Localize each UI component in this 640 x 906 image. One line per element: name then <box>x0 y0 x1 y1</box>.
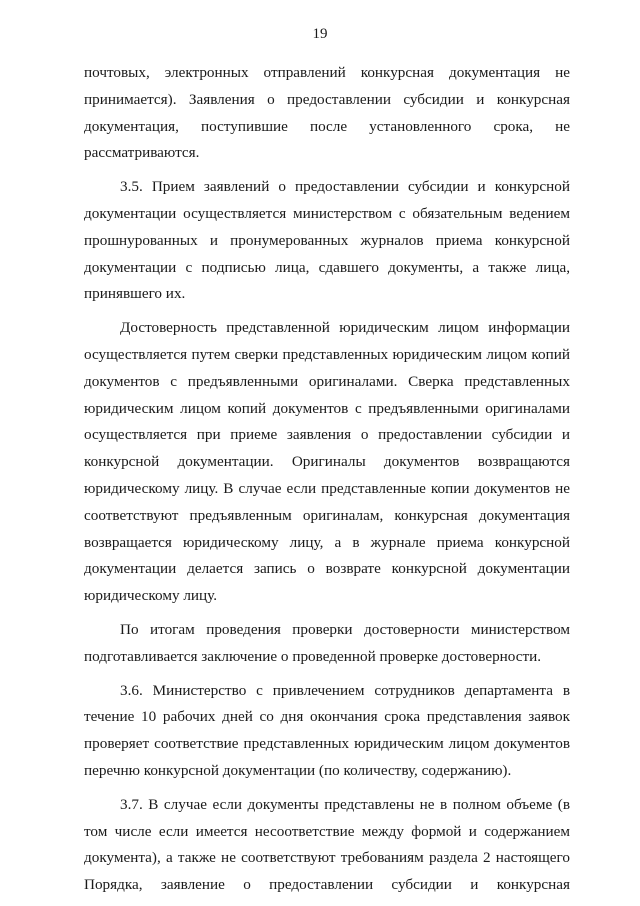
paragraph <box>84 792 570 899</box>
text-line: осуществляется при приеме заявления о предоставлении субсидии и <box>84 426 570 444</box>
text-line: 3.7. В случае если документы представлены не в полном объеме (в <box>120 795 570 813</box>
text-line: подготавливается заключение о проведенной проверке достоверности. <box>84 647 542 665</box>
text-line: перечню конкурсной документации (по количеству, содержанию). <box>84 761 512 779</box>
paragraph <box>84 315 570 610</box>
text-line: Порядка, заявление о предоставлении субсидии и конкурсная <box>84 876 570 894</box>
paragraph <box>84 678 570 785</box>
text-line: течение 10 рабочих дней со дня окончания срока представления заявок <box>84 708 570 726</box>
text-line: том числе если имеется несоответствие между формой и содержанием <box>84 822 570 840</box>
text-line: документации осуществляется министерством с обязательным ведением <box>84 204 570 222</box>
text-line: принявшего их. <box>84 285 186 303</box>
text-line: принимается). Заявления о предоставлении субсидии и конкурсная <box>84 90 570 108</box>
text-line: юридическим лицом копий документов с предъявленными оригиналами <box>84 399 570 417</box>
text-line: возвращается юридическому лицу, а в журнале приема конкурсной <box>84 533 570 551</box>
document-body <box>84 60 570 906</box>
text-line: документации с подписью лица, сдавшего документы, а также лица, <box>84 258 570 276</box>
text-line: рассматриваются. <box>84 144 200 162</box>
text-line: документов с предъявленными оригиналами. Сверка представленных <box>84 372 570 390</box>
paragraph <box>84 174 570 308</box>
page-number: 19 <box>312 26 328 42</box>
text-line: документации делается запись о возврате конкурсной документации <box>84 560 570 578</box>
text-line: почтовых, электронных отправлений конкурсная документация не <box>84 64 570 81</box>
text-line: 3.5. Прием заявлений о предоставлении субсидии и конкурсной <box>120 178 570 196</box>
text-line: Достоверность представленной юридическим лицом информации <box>120 319 570 337</box>
text-line: прошнурованных и пронумерованных журналов приема конкурсной <box>84 231 570 249</box>
text-line: проверяет соответствие представленных юридическим лицом документов <box>84 735 570 753</box>
text-line: конкурсной документации. Оригиналы документов возвращаются <box>84 453 570 471</box>
text-line: юридическому лицу. В случае если представленные копии документов не <box>84 479 570 497</box>
text-line: осуществляется путем сверки представленных юридическим лицом копий <box>84 345 570 363</box>
text-line: соответствуют предъявленным оригиналам, конкурсная документация <box>84 506 570 524</box>
text-line: юридическому лицу. <box>84 587 218 605</box>
text-line: документация, поступившие после установленного срока, не <box>84 117 570 135</box>
paragraph <box>84 617 570 671</box>
text-line: 3.6. Министерство с привлечением сотрудников департамента в <box>120 681 570 699</box>
text-line: документа), а также не соответствуют требованиям раздела 2 настоящего <box>84 849 570 867</box>
paragraph <box>84 60 570 167</box>
text-line: По итогам проведения проверки достоверности министерством <box>120 620 570 638</box>
